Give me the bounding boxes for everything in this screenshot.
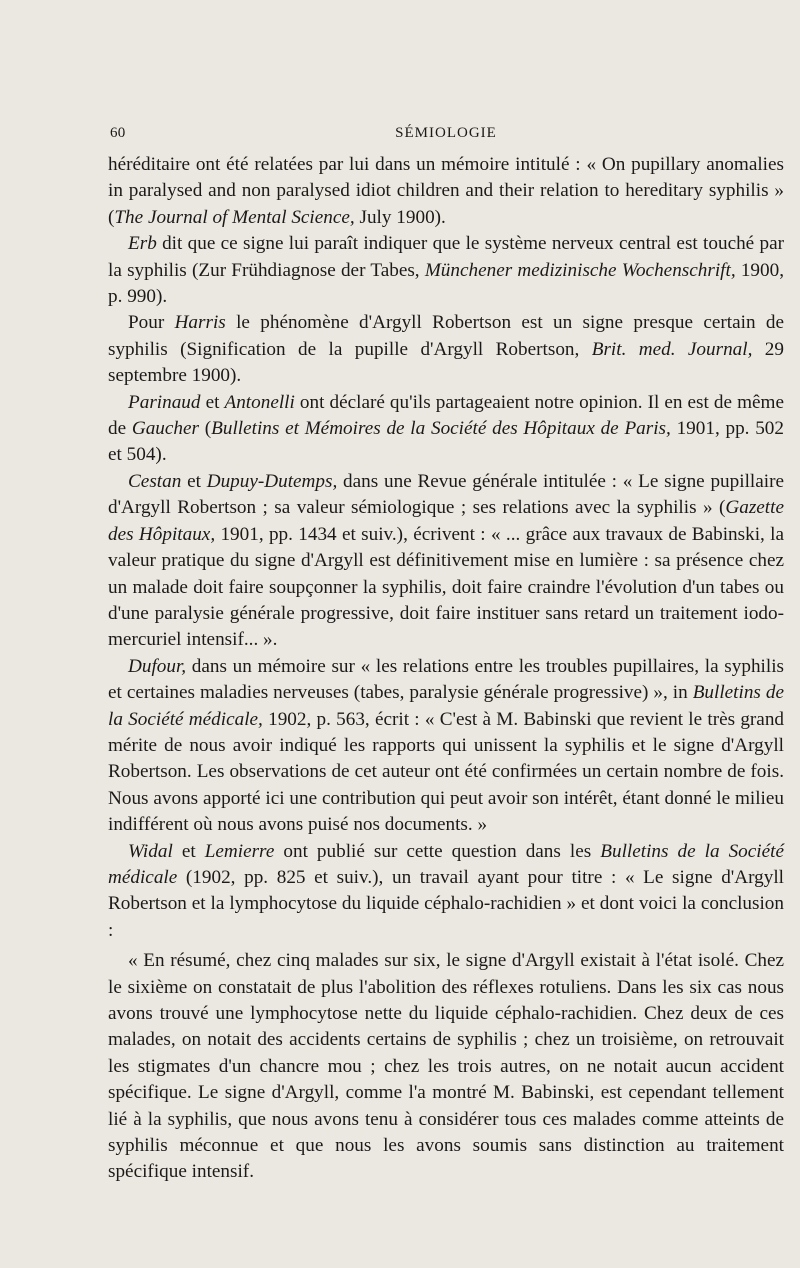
italic-segment: Brit. med. Journal, bbox=[591, 338, 753, 360]
paragraph bbox=[108, 310, 784, 389]
italic-segment: Dupuy-Dutemps, bbox=[206, 470, 338, 492]
text-segment: « En résumé, chez cinq malades sur six, le signe d'Argyll existait à l'état isolé. Chez le sixième on constatait de plus l'abolition des réflexes rotuliens. Dans les six cas nous avons trouvé une lymphocytose nette du liquide céphalo-rachidien. Chez deux de ces malades, on notait des accidents certains de syphilis ; chez un troisième, on retrouvait les stigmates d'un chancre mou ; chez les trois autres, on ne notait aucun accident spécifique. Le signe d'Argyll, comme l'a montré M. Babinski, est cependant tellement lié à la syphilis, que nous avons tenu à considérer tous ces malades comme atteints de syphilis méconnue et que nous les avons soumis sans distinction au traitement spécifique intensif. bbox=[108, 950, 784, 1183]
italic-segment: Dufour, bbox=[128, 655, 187, 677]
paragraph bbox=[108, 469, 784, 654]
italic-segment: Cestan bbox=[128, 470, 182, 492]
text-segment: ont publié sur cette question dans les bbox=[274, 840, 601, 862]
paragraph bbox=[108, 948, 784, 1186]
italic-segment: The Journal of Mental Science, bbox=[114, 206, 355, 228]
paragraph bbox=[108, 152, 784, 231]
text-segment: héréditaire ont été relatées par lui dans un mémoire intitulé : « On pupillary anomalies in paralysed and non paralysed idiot children and their relation to hereditary syphilis » ( bbox=[108, 154, 784, 228]
text-segment: 1900, p. 990). bbox=[108, 259, 785, 308]
text-segment: et bbox=[172, 840, 205, 862]
running-title: SÉMIOLOGIE bbox=[395, 125, 497, 141]
italic-segment: Harris bbox=[174, 312, 226, 334]
italic-segment: Münchener medizinische Wochenschrift, bbox=[424, 259, 736, 281]
body-text bbox=[108, 152, 784, 1186]
page-header bbox=[110, 125, 782, 147]
italic-segment: Gazette des Hôpitaux, bbox=[108, 497, 784, 545]
italic-segment: Bulletins et Mémoires de la Société des Hôpitaux de Paris, bbox=[211, 418, 671, 440]
text-segment: July 1900). bbox=[354, 206, 446, 228]
italic-segment: Bulletins de la Société médicale, bbox=[108, 682, 784, 730]
text-segment: Pour bbox=[128, 312, 175, 334]
italic-segment: Lemierre bbox=[204, 840, 275, 862]
text-segment: 1902, p. 563, écrit : « C'est à M. Babinski que revient le très grand mérite de nous avoir indiqué les rapports qui unissent la syphilis et le signe d'Argyll Robertson. Les observations de cet auteur ont été confirmées un certain nombre de fois. Nous avons apporté ici une contribution qui peut avoir son intérêt, étant donné le milieu indifférent où nous avons puisé nos documents. » bbox=[108, 708, 785, 836]
paragraph bbox=[108, 390, 784, 469]
page-number: 60 bbox=[110, 125, 126, 141]
paragraph bbox=[108, 654, 784, 839]
paragraph bbox=[108, 231, 784, 310]
italic-segment: Erb bbox=[128, 233, 157, 255]
text-segment: et bbox=[200, 391, 225, 413]
text-segment: le phénomène d'Argyll Robertson est un signe presque certain de syphilis (Signification de la pupille d'Argyll Robertson, bbox=[108, 312, 784, 360]
paragraph bbox=[108, 839, 784, 945]
text-segment: (1902, pp. 825 et suiv.), un travail ayant pour titre : « Le signe d'Argyll Robertson et la lymphocytose du liquide céphalo-rachidien » et dont voici la conclusion : bbox=[108, 866, 784, 941]
italic-segment: Widal bbox=[128, 840, 173, 862]
italic-segment: Parinaud bbox=[128, 391, 201, 413]
text-segment: 1901, pp. 1434 et suiv.), écrivent : « ... grâce aux travaux de Babinski, la valeur pratique du signe d'Argyll est définitivement mise en lumière : sa présence chez un malade doit faire soupçonner la syphilis, doit faire craindre l'évolution d'un tabes ou d'une paralysie générale progressive, doit faire instituer sans retard un traitement iodo-mercuriel intensif... ». bbox=[108, 523, 784, 651]
text-segment: dans un mémoire sur « les relations entre les troubles pupillaires, la syphilis et certaines maladies nerveuses (tabes, paralysie générale progressive) », in bbox=[108, 655, 784, 704]
text-segment: dans une Revue générale intitulée : « Le signe pupillaire d'Argyll Robertson ; sa valeur sémiologique ; ses relations avec la syphilis » ( bbox=[108, 470, 784, 519]
text-segment: 1901, pp. 502 et 504). bbox=[108, 418, 784, 466]
text-segment: et bbox=[181, 470, 207, 492]
italic-segment: Antonelli bbox=[224, 391, 295, 413]
italic-segment: Gaucher bbox=[131, 418, 199, 440]
text-segment: dit que ce signe lui paraît indiquer que le système nerveux central est touché par la syphilis (Zur Frühdiagnose der Tabes, bbox=[108, 233, 784, 281]
text-segment: 29 septembre 1900). bbox=[108, 338, 784, 387]
text-segment: ont déclaré qu'ils partageaient notre opinion. Il en est de même de bbox=[108, 391, 784, 440]
italic-segment: Bulletins de la Société médicale bbox=[108, 840, 784, 888]
text-segment: ( bbox=[199, 418, 212, 440]
